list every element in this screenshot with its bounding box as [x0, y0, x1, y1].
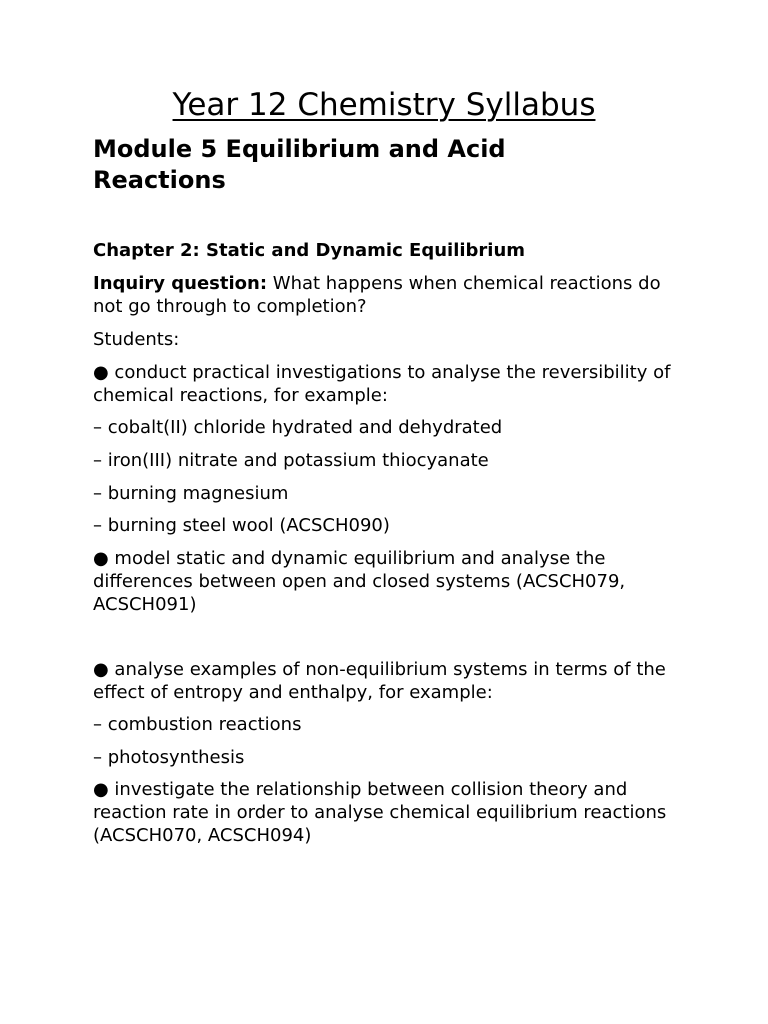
list-item: – burning magnesium	[93, 483, 289, 504]
list-item: – burning steel wool (ACSCH090)	[93, 515, 390, 536]
list-item: – iron(III) nitrate and potassium thiocyanate	[93, 450, 489, 471]
list-item: ● model static and dynamic equilibrium and analyse the differences between open and closed systems (ACSCH079, ACSCH091)	[93, 548, 626, 615]
list-item: ● conduct practical investigations to analyse the reversibility of chemical reactions, for example:	[93, 362, 671, 406]
inquiry-label: Inquiry question:	[93, 273, 268, 294]
inquiry-text: What happens when chemical reactions do not go through to completion?	[93, 273, 661, 317]
document-title: Year 12 Chemistry Syllabus	[172, 87, 596, 123]
chapter-heading: Chapter 2: Static and Dynamic Equilibrium	[93, 240, 526, 261]
list-item: – photosynthesis	[93, 747, 245, 768]
list-item: ● investigate the relationship between collision theory and reaction rate in order to analyse chemical equilibrium reactions (ACSCH070, ACSCH094)	[93, 779, 667, 846]
list-item: ● analyse examples of non-equilibrium systems in terms of the effect of entropy and enthalpy, for example:	[93, 659, 666, 703]
students-label: Students:	[93, 329, 180, 350]
list-item: – cobalt(II) chloride hydrated and dehydrated	[93, 417, 503, 438]
list-item: – combustion reactions	[93, 714, 302, 735]
inquiry-question	[93, 272, 683, 318]
module-heading: Module 5 Equilibrium and Acid Reactions	[93, 135, 506, 194]
